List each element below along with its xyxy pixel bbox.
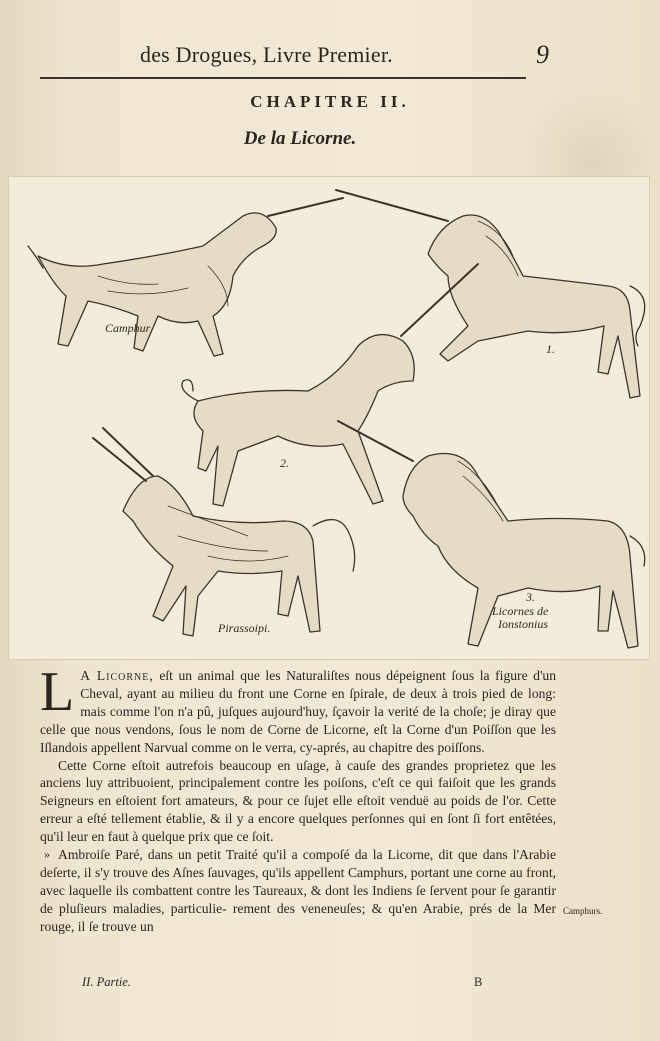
label-figure-2: 2. (280, 456, 289, 470)
engraving-plate (8, 176, 650, 660)
paragraph-2-line: Cette Corne eſtoit autrefois beaucoup en uſage, à cauſe des grandes proprietez (58, 757, 510, 773)
paragraph-2-line: faiſoit que les grands Seigneurs en eſtoient fort amateurs, & pour ce ſujet elle (40, 775, 556, 809)
paragraph-3 (40, 846, 556, 936)
margin-note: Camphurs. (563, 906, 603, 916)
paragraph-3-line: rement des veneneuſes; & qu'en Arabie, prés de la Mer rouge, il ſe trouve un (40, 900, 556, 934)
paragraph-1-line: eſt un animal que les Naturaliſtes nous dépeignent ſous (153, 668, 475, 683)
footer-part: II. Partie. (82, 975, 131, 989)
paragraph-1-line: comme on le verra, cy-aprés, au chapitre des poiſſons. (191, 739, 485, 755)
page-number: 9 (536, 40, 549, 69)
chapter-heading: CHAPITRE II. (250, 92, 410, 111)
paragraph-2 (40, 757, 556, 847)
paragraph-1-line: la figure d'un Cheval, ayant au milieu du front une Corne en ſpirale, (80, 668, 557, 701)
paragraph-2-line: a encore quelques perſonnes qui en ſont ſi fort entêtées, qu'il leur en faut à (40, 811, 556, 845)
header-rule (40, 77, 526, 79)
drop-cap: L (40, 661, 75, 723)
paragraph-2-line: quelque prix que ce ſoit. (141, 829, 274, 845)
label-figure-1: 1. (546, 342, 555, 356)
paragraph-1-line: la verité de la choſe; je diray que celle que nous vendons, ſous le nom de (40, 703, 556, 737)
paragraph-3-line: dans l'Arabie deſerte, il s'y trouve des Aſnes ſauvages, qu'ils appellent Camphurs, (40, 847, 557, 880)
running-title: des Drogues, Livre Premier. (140, 42, 393, 67)
body-text (40, 661, 557, 936)
label-camphur: Camphur (105, 321, 151, 335)
paragraph-1 (40, 661, 557, 757)
label-jonstonius-line1: Licornes de (492, 604, 549, 618)
paragraph-1-line: Corne de Licorne, eſt la Corne d'un Poiſſon que les Iſlandois appellent Narvual (40, 721, 556, 755)
paragraph-2-line: que les anciens luy attribuoient, principalement contre les poiſons, c'eſt ce qui (40, 757, 556, 791)
camphur-figure (28, 198, 343, 356)
signature-mark: B (474, 975, 483, 989)
paragraph-2-line: eſtoit venduë au poids de l'or. Cette erreur a eſté tellement établie, & il y (40, 793, 556, 827)
paragraph-3-line: & dont les Indiens ſe ſervent pour ſe garantir de pluſieurs maladies, particulie- (40, 882, 556, 916)
paragraph-1-opening: A Licorne, (80, 668, 154, 683)
paragraph-3-line: Ambroiſe Paré, dans un petit Traité qu'il a compoſé da la Licorne, dit que (58, 847, 478, 863)
label-pirassoipi: Pirassoipi. (218, 621, 271, 635)
running-head (40, 42, 560, 74)
unicorn-engraving (8, 176, 650, 660)
quotation-mark: » (44, 847, 50, 862)
paragraph-1-line: de deux à trois pied de long: mais comme l'on n'a pû, juſques aujourd'huy, ſçavoir (80, 685, 556, 719)
paragraph-3-line: portant une corne au front, avec laquelle ils combattent contre les Taureaux, (40, 864, 556, 898)
label-figure-3: 3. (526, 590, 535, 604)
chapter-subtitle: De la Licorne. (243, 128, 357, 149)
label-jonstonius-line2: Ionstonius (498, 617, 549, 631)
